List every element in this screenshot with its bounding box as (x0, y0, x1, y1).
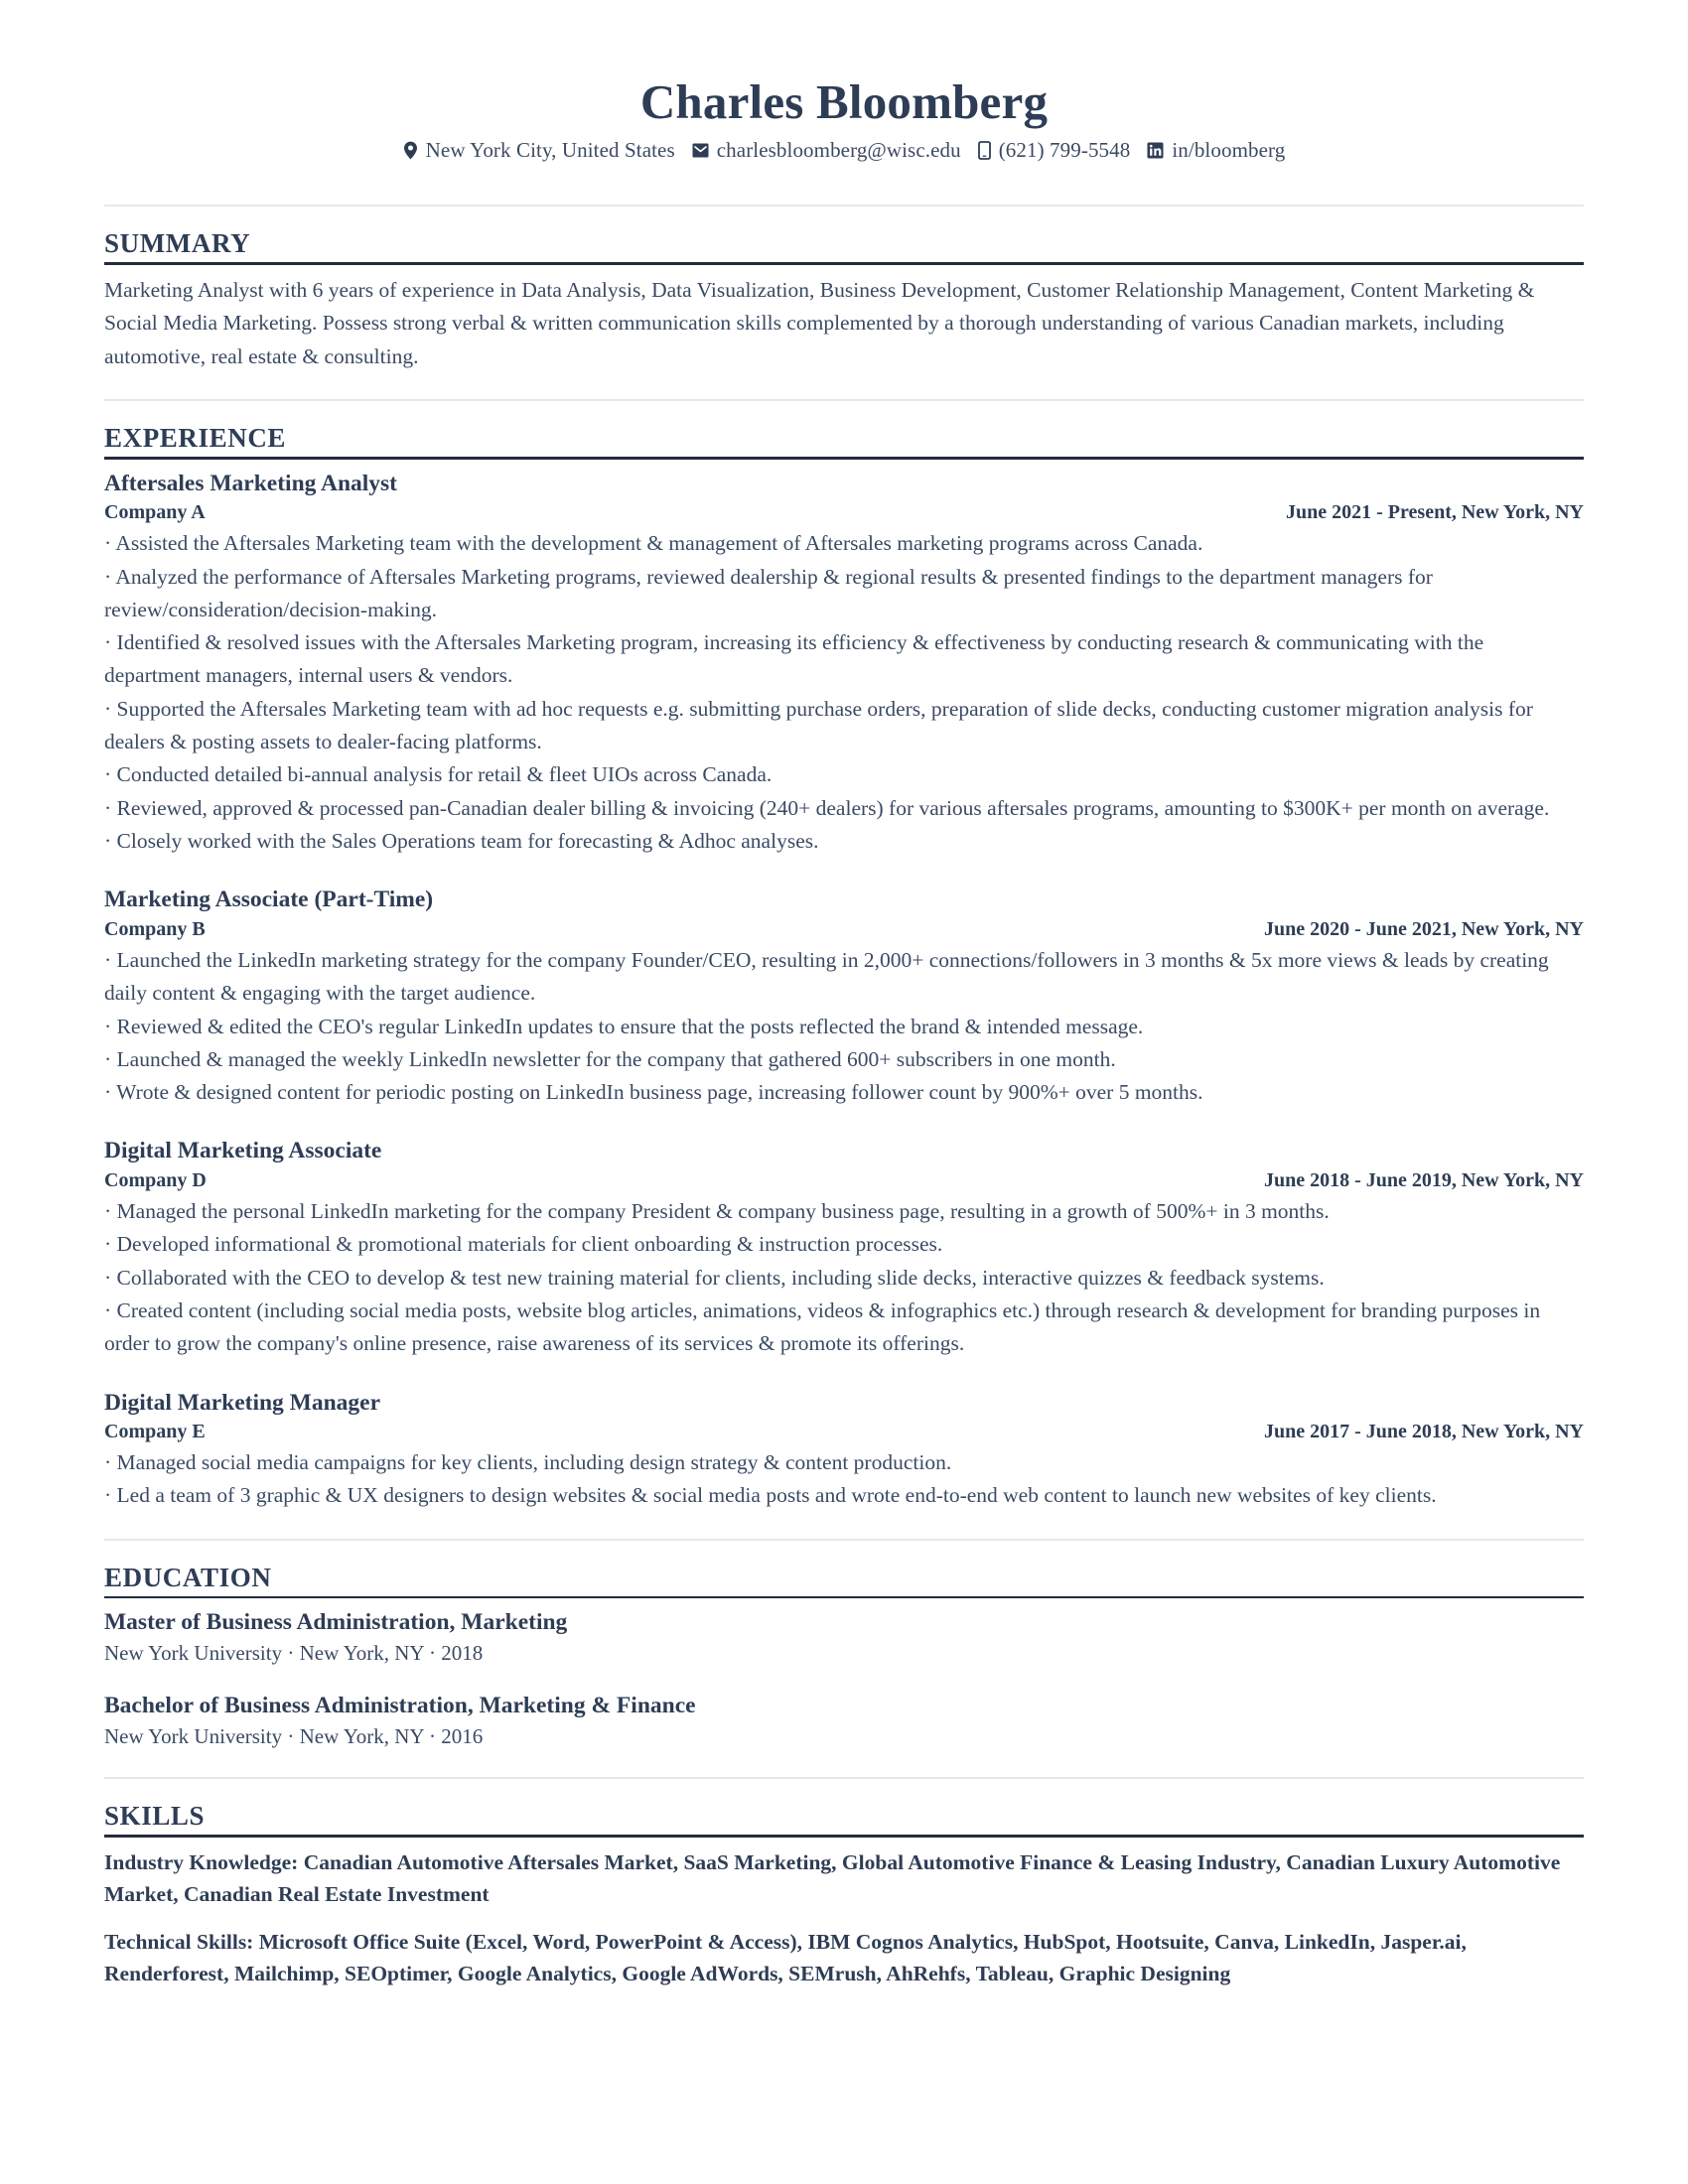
contact-email-text: charlesbloomberg@wisc.edu (716, 137, 961, 162)
job-bullet: · Reviewed & edited the CEO's regular LinkedIn updates to ensure that the posts reflected the brand & intended message. (104, 1014, 1144, 1038)
spacer (104, 1779, 1584, 1801)
contact-info-line (104, 138, 1584, 163)
summary-text: Marketing Analyst with 6 years of experience in Data Analysis, Data Visualization, Business Development, Customer Relationship Management, Content Marketing & Social Media Marketing. Possess strong verbal & written communication skills complemented by a thorough understanding of various Canadian markets, including automotive, real estate & consulting. (104, 277, 1535, 368)
contact-email (692, 138, 961, 163)
job-bullet: · Created content (including social media posts, website blog articles, animations, videos & infographics etc.) through research & development for branding purposes in order to grow the company's online presence, raise awareness of its services & promote its offerings. (104, 1297, 1541, 1356)
job-bullet-list (104, 527, 1584, 858)
spacer (104, 1751, 1584, 1777)
job-bullet-list (104, 944, 1584, 1110)
job-title: Digital Marketing Manager (104, 1389, 381, 1416)
job-bullet: · Led a team of 3 graphic & UX designers to design websites & social media posts and wrote end-to-end web content to launch new websites of key clients. (104, 1483, 1437, 1508)
section-rule (104, 457, 1584, 460)
section-skills (104, 1801, 1584, 1990)
contact-linkedin-text: in/bloomberg (1172, 137, 1286, 162)
job-meta-row (104, 916, 1584, 942)
spacer (104, 163, 1584, 205)
education-entry (104, 1607, 1584, 1668)
job-bullet: · Assisted the Aftersales Marketing team with the development & management of Aftersales marketing programs across Canada. (104, 531, 1203, 556)
job-bullet: · Launched the LinkedIn marketing strategy for the company Founder/CEO, resulting in 2,000+ connections/followers in 3 months & 5x more views & leads by creating daily content & engaging with the target audience. (104, 947, 1549, 1006)
spacer (104, 373, 1584, 399)
location-pin-icon (403, 141, 418, 160)
spacer (104, 206, 1584, 228)
job-bullet: · Analyzed the performance of Aftersales Marketing programs, reviewed dealership & regional results & presented findings to the department managers for review/consideration/decision-making. (104, 564, 1433, 621)
section-rule (104, 262, 1584, 265)
skills-line: Technical Skills: Microsoft Office Suite (Excel, Word, PowerPoint & Access), IBM Cognos Analytics, HubSpot, Hootsuite, Canva, LinkedIn, Jasper.ai, Renderforest, Mailchimp, SEOptimer, Google Analytics, Google AdWords, SEMrush, AhRehfs, Tableau, Graphic Designing (104, 1930, 1467, 1986)
education-entry (104, 1691, 1584, 1751)
contact-phone (978, 138, 1131, 163)
job-company: Company B (104, 917, 206, 940)
contact-location-text: New York City, United States (425, 137, 675, 162)
spacer (104, 1513, 1584, 1539)
job-title: Digital Marketing Associate (104, 1138, 382, 1164)
job-bullet: · Developed informational & promotional materials for client onboarding & instruction processes. (104, 1232, 943, 1257)
job-bullet: · Reviewed, approved & processed pan-Canadian dealer billing & invoicing (240+ dealers) for various aftersales programs, amounting to $300K+ per month on average. (104, 795, 1550, 820)
experience-entry (104, 885, 1584, 1109)
job-bullet: · Wrote & designed content for periodic posting on LinkedIn business page, increasing follower count by 900%+ over 5 months. (104, 1080, 1203, 1105)
job-bullet: · Closely worked with the Sales Operations team for forecasting & Adhoc analyses. (104, 829, 819, 854)
experience-list (104, 469, 1584, 1513)
job-dates-location: June 2021 - Present, New York, NY (1286, 501, 1584, 524)
job-bullet-list (104, 1446, 1584, 1513)
section-experience (104, 423, 1584, 1513)
experience-entry (104, 469, 1584, 859)
job-bullet: · Launched & managed the weekly LinkedIn newsletter for the company that gathered 600+ subscribers in one month. (104, 1046, 1116, 1071)
section-rule (104, 1596, 1584, 1599)
section-heading-experience: EXPERIENCE (104, 423, 287, 454)
job-meta-row (104, 499, 1584, 525)
contact-phone-text: (621) 799-5548 (998, 137, 1131, 162)
section-heading-skills: SKILLS (104, 1801, 206, 1832)
job-title: Marketing Associate (Part-Time) (104, 887, 434, 913)
spacer (104, 1541, 1584, 1563)
job-bullet: · Identified & resolved issues with the Aftersales Marketing program, increasing its efficiency & effectiveness by conducting research & communicating with the department managers, internal users & vendors. (104, 630, 1484, 688)
section-heading-summary: SUMMARY (104, 228, 251, 259)
job-bullet-list (104, 1195, 1584, 1361)
education-school-details: New York University · New York, NY · 2016 (104, 1723, 484, 1748)
job-bullet: · Managed social media campaigns for key clients, including design strategy & content production. (104, 1450, 952, 1475)
linkedin-icon (1147, 142, 1164, 159)
job-company: Company E (104, 1421, 206, 1443)
job-title: Aftersales Marketing Analyst (104, 470, 398, 496)
skills-line: Industry Knowledge: Canadian Automotive Aftersales Market, SaaS Marketing, Global Automotive Finance & Leasing Industry, Canadian Luxury Automotive Market, Canadian Real Estate Investment (104, 1849, 1561, 1906)
section-rule (104, 1835, 1584, 1838)
section-education (104, 1563, 1584, 1751)
candidate-name: Charles Bloomberg (639, 74, 1049, 129)
contact-location (403, 138, 675, 163)
section-summary (104, 228, 1584, 373)
skills-list (104, 1846, 1584, 1990)
envelope-icon (692, 142, 709, 159)
education-degree: Bachelor of Business Administration, Marketing & Finance (104, 1692, 696, 1718)
experience-entry (104, 1136, 1584, 1360)
education-list (104, 1607, 1584, 1751)
job-bullet: · Conducted detailed bi-annual analysis for retail & fleet UIOs across Canada. (104, 762, 773, 787)
experience-entry (104, 1388, 1584, 1513)
education-school-details: New York University · New York, NY · 2018 (104, 1641, 484, 1666)
job-meta-row (104, 1419, 1584, 1444)
job-company: Company A (104, 501, 206, 524)
education-degree: Master of Business Administration, Marketing (104, 1609, 568, 1636)
mobile-phone-icon (978, 141, 991, 160)
job-dates-location: June 2020 - June 2021, New York, NY (1263, 917, 1584, 940)
resume-header (104, 0, 1584, 163)
job-company: Company D (104, 1168, 207, 1191)
job-dates-location: June 2017 - June 2018, New York, NY (1263, 1421, 1584, 1443)
contact-linkedin (1147, 138, 1285, 163)
job-bullet: · Managed the personal LinkedIn marketing for the company President & company business page, resulting in a growth of 500%+ in 3 months. (104, 1198, 1330, 1223)
job-bullet: · Collaborated with the CEO to develop & test new training material for clients, including slide decks, interactive quizzes & feedback systems. (104, 1265, 1325, 1290)
spacer (104, 401, 1584, 423)
job-dates-location: June 2018 - June 2019, New York, NY (1263, 1168, 1584, 1191)
job-bullet: · Supported the Aftersales Marketing team with ad hoc requests e.g. submitting purchase orders, preparation of slide decks, conducting customer migration analysis for dealers & posting assets to dealer-facing platforms. (104, 696, 1533, 754)
job-meta-row (104, 1167, 1584, 1193)
section-heading-education: EDUCATION (104, 1562, 272, 1592)
